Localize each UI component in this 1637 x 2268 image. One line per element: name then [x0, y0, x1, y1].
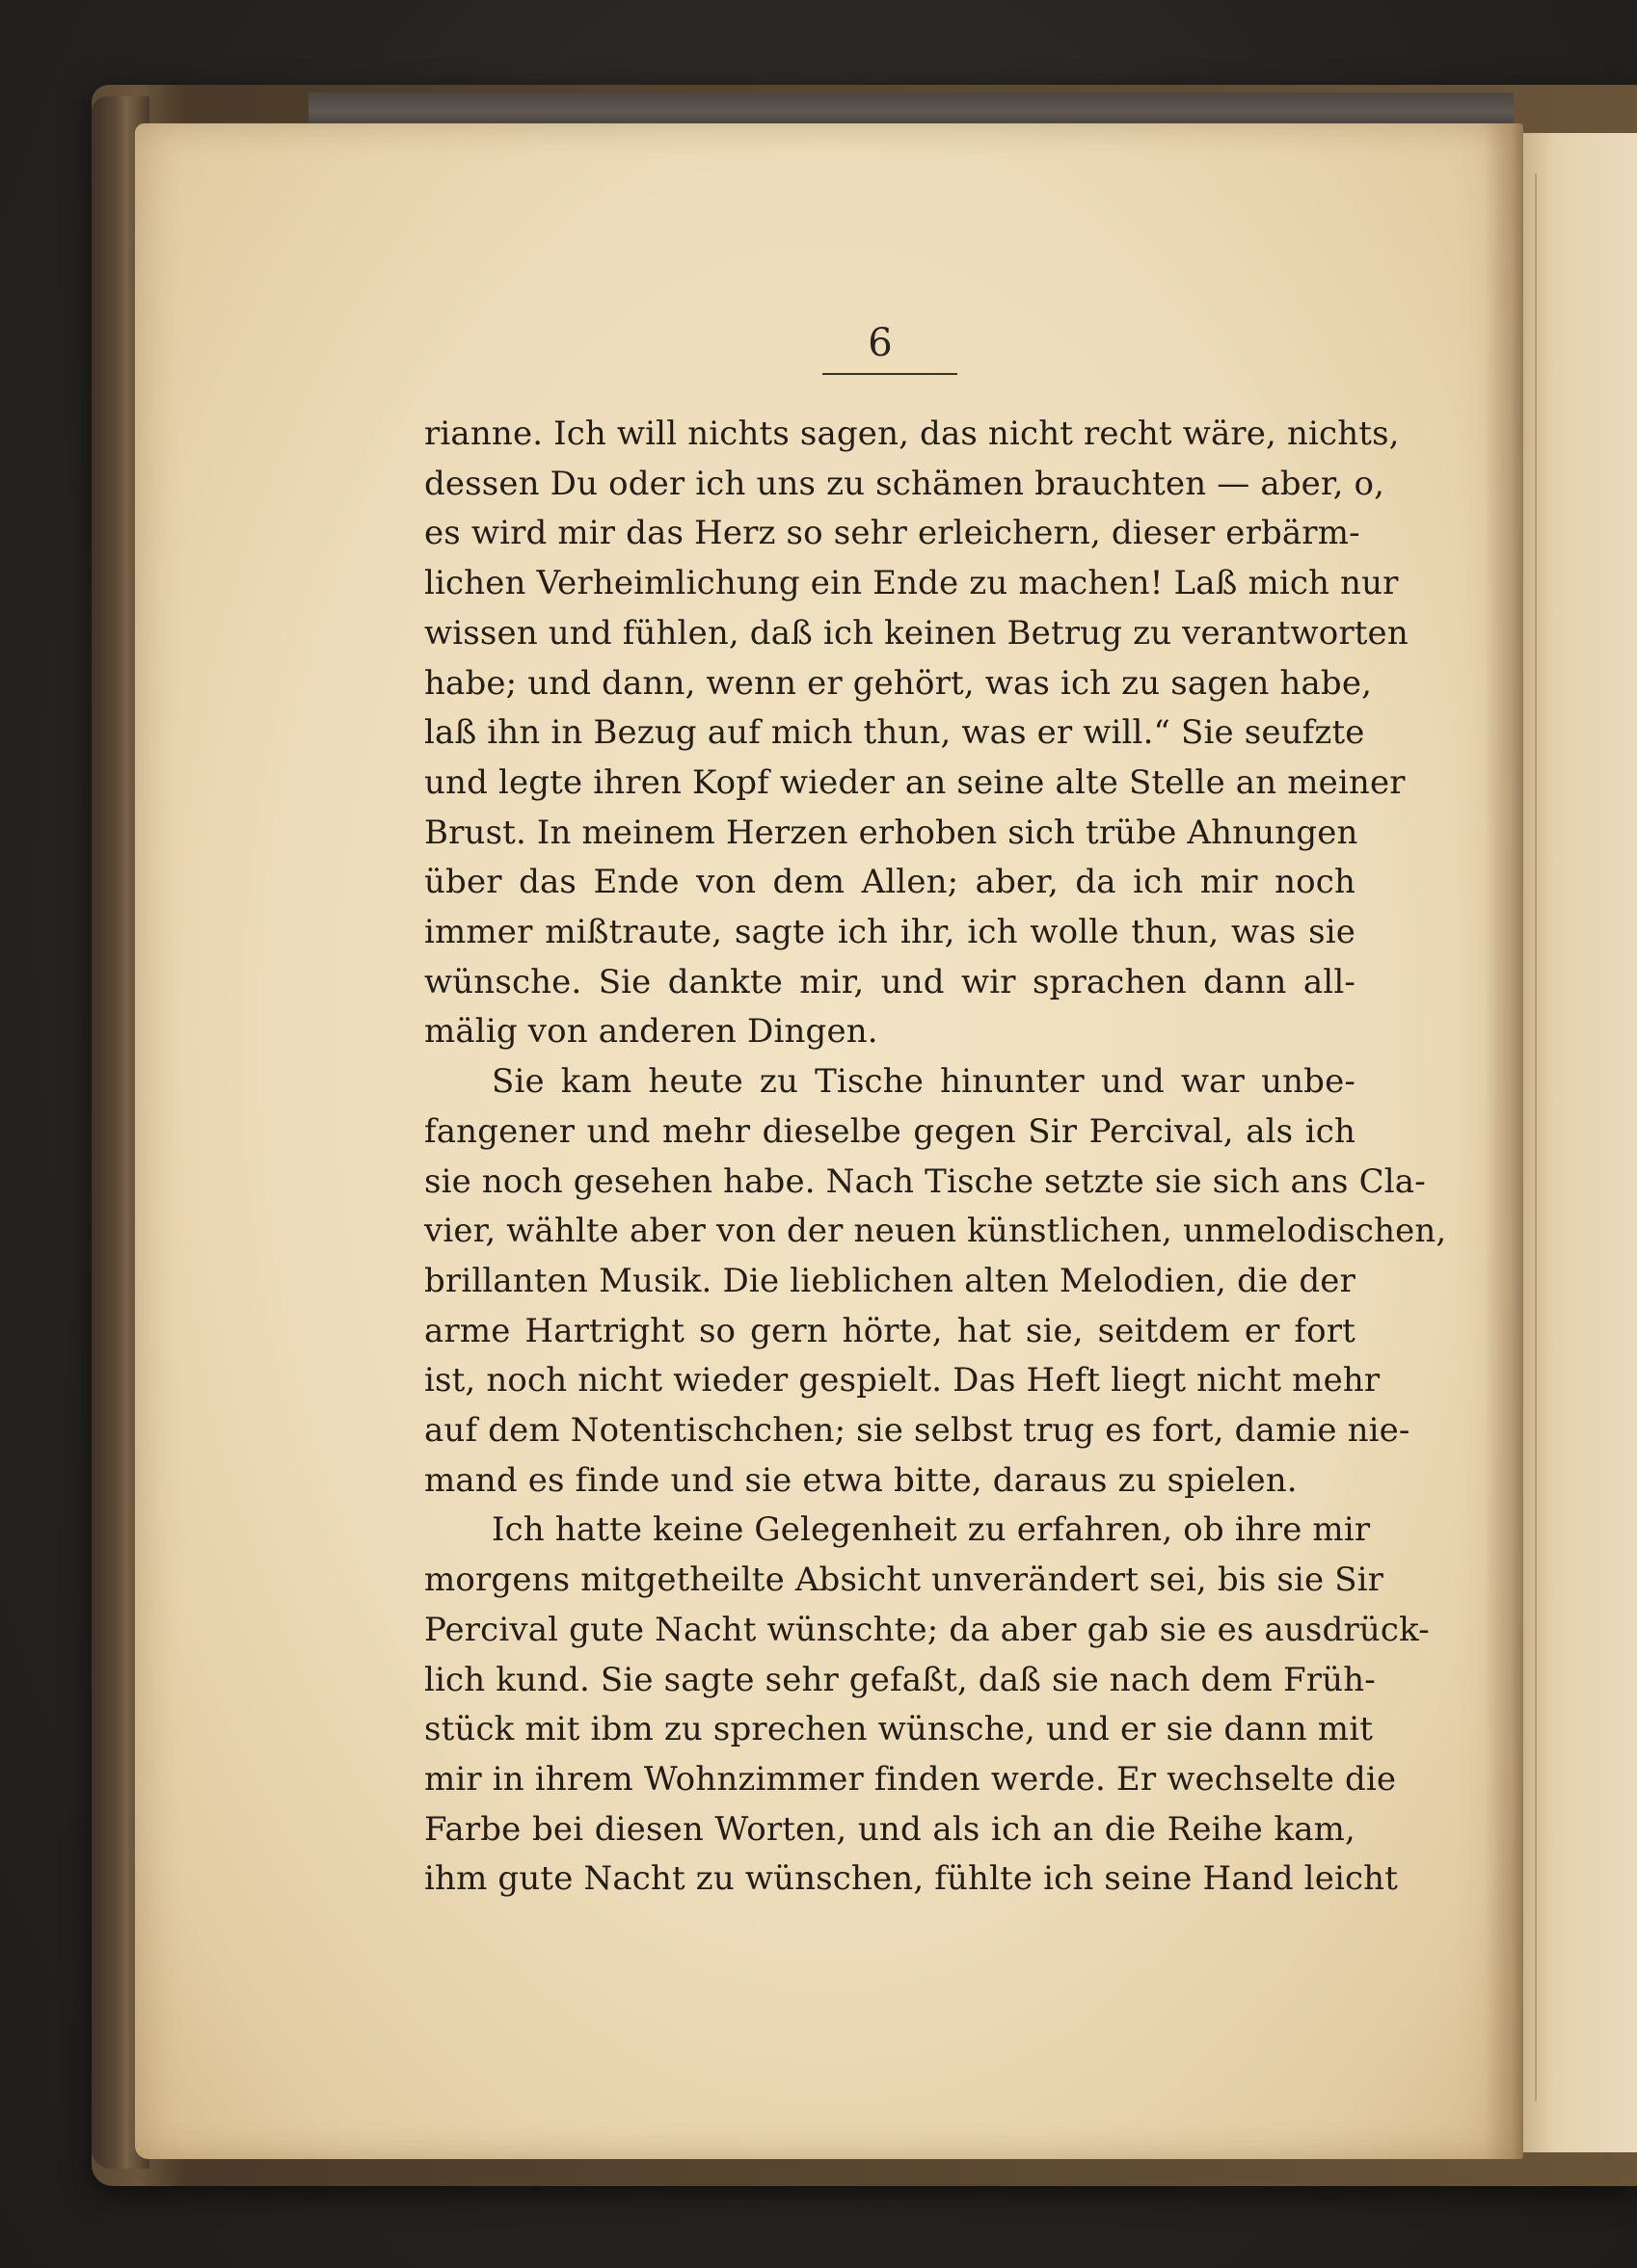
text-line: vier, wählte aber von der neuen künstlichen, unmelodischen,: [424, 1212, 1447, 1251]
page-number-rule: [822, 373, 957, 375]
text-line: dessen Du oder ich uns zu schämen brauchten — aber, o,: [424, 464, 1385, 503]
page-number: 6: [868, 321, 893, 365]
text-line: ist, noch nicht wieder gespielt. Das Heft liegt nicht mehr: [424, 1361, 1381, 1401]
text-line: es wird mir das Herz so sehr erleichern, dieser erbärm-: [424, 514, 1360, 553]
text-line: Brust. In meinem Herzen erhoben sich trübe Ahnungen: [424, 813, 1358, 852]
text-line: laß ihn in Bezug auf mich thun, was er will.“ Sie seufzte: [424, 713, 1365, 753]
text-line: wünsche. Sie dankte mir, und wir sprachen dann all-: [424, 962, 1355, 1001]
text-line: auf dem Notentischchen; sie selbst trug es fort, damie nie-: [424, 1411, 1410, 1451]
text-line: und legte ihren Kopf wieder an seine alte Stelle an meiner: [424, 762, 1406, 802]
text-line: fangener und mehr dieselbe gegen Sir Percival, als ich: [424, 1111, 1355, 1151]
page-gutter-shadow: [1485, 123, 1523, 2159]
text-line: arme Hartright so gern hörte, hat sie, seitdem er fort: [424, 1311, 1355, 1350]
text-line: lich kund. Sie sagte sehr gefaßt, daß sie nach dem Früh-: [424, 1660, 1376, 1699]
text-line: rianne. Ich will nichts sagen, das nicht recht wäre, nichts,: [424, 414, 1400, 453]
text-line: Percival gute Nacht wünschte; da aber gab sie es ausdrück-: [424, 1610, 1430, 1649]
text-line: wissen und fühlen, daß ich keinen Betrug zu verantworten: [424, 613, 1409, 653]
text-line: Sie kam heute zu Tische hinunter und war unbe-: [492, 1062, 1355, 1102]
text-line: mand es finde und sie etwa bitte, daraus zu spielen.: [424, 1460, 1298, 1500]
text-line: morgens mitgetheilte Absicht unverändert sei, bis sie Sir: [424, 1561, 1384, 1600]
body-text: [424, 410, 1447, 1905]
text-line: immer mißtraute, sagte ich ihr, ich wolle thun, was sie: [424, 913, 1355, 952]
text-line: habe; und dann, wenn er gehört, was ich zu sagen habe,: [424, 663, 1373, 703]
text-line: mälig von anderen Dingen.: [424, 1012, 878, 1052]
text-line: über das Ende von dem Allen; aber, da ich mir noch: [424, 863, 1355, 902]
text-line: Ich hatte keine Gelegenheit zu erfahren, ob ihre mir: [492, 1510, 1371, 1550]
next-page-edge: [1521, 133, 1637, 2152]
text-line: stück mit ibm zu sprechen wünsche, und er sie dann mit: [424, 1710, 1374, 1749]
text-line: lichen Verheimlichung ein Ende zu machen! Laß mich nur: [424, 564, 1399, 603]
text-line: ihm gute Nacht zu wünschen, fühlte ich seine Hand leicht: [424, 1859, 1399, 1899]
text-line: Farbe bei diesen Worten, und als ich an die Reihe kam,: [424, 1809, 1355, 1849]
next-page-fold: [1535, 173, 1537, 2101]
text-line: mir in ihrem Wohnzimmer finden werde. Er wechselte die: [424, 1759, 1397, 1799]
text-line: brillanten Musik. Die lieblichen alten Melodien, die der: [424, 1261, 1355, 1300]
text-line: sie noch gesehen habe. Nach Tische setzte sie sich ans Cla-: [424, 1161, 1426, 1201]
